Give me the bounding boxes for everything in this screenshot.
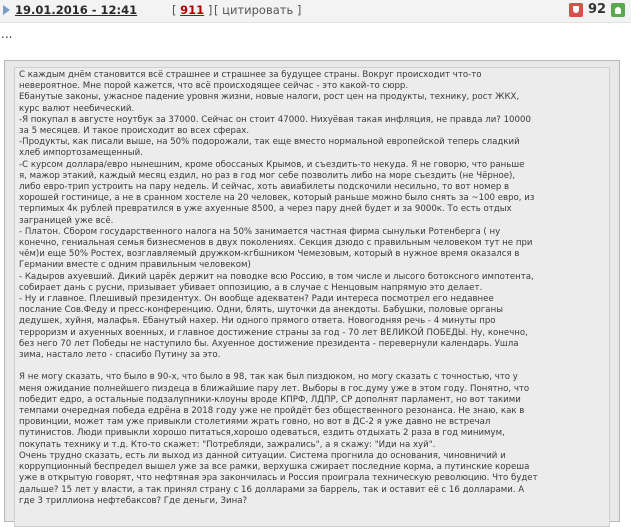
- post-line: Я не могу сказать, что было в 90-х, что было в 98, так как был пиздюком, но могу сказать с точностью, что у: [19, 372, 518, 383]
- post-line: без него 70 лет Победы не наступило бы. Ахуенное достижение президента - перевернули календарь. Ушла: [19, 338, 519, 349]
- post-line: коррупционный беспредел вышел уже за все рамки, верхушка сжирает последние корма, а путинские кореша: [19, 462, 530, 473]
- post-line: -Я покупал в августе ноутбук за 37000. Сейчас он стоит 47000. Нихуёвая такая инфляция, не правда ли? 10000: [19, 114, 531, 125]
- quote-date-link[interactable]: 19.01.2016 - 12:41: [15, 3, 138, 17]
- post-line: С каждым днём становится всё страшнее и страшнее за будущее страны. Вокруг происходит что-то: [19, 70, 482, 80]
- post-line: провинции, может там уже привыкли столетиями жрать говно, но вот в ДС-2 я уже давно не встречал: [19, 417, 491, 428]
- post-line: темпами очередная победа едрёна в 2018 году уже не пройдёт без общественного резонанса. Не знаю, как в: [19, 406, 525, 417]
- post-line: либо евро-трип устроить на пару недель. И сейчас, хоть авиабилеты подскочили несильно, то вот номер в: [19, 182, 510, 193]
- post-line: -С курсом доллара/евро нынешним, кроме обоссаных Крымов, и съездить-то некуда. Я не говорю, что раньше: [19, 159, 525, 170]
- thumbs-up-icon[interactable]: [611, 3, 625, 17]
- vote-score: 92: [588, 2, 607, 17]
- ellipsis-text: ...: [1, 27, 13, 41]
- post-line: курс валют неебический.: [19, 103, 135, 114]
- post-line: невероятное. Мне порой кажется, что всё происходящее сейчас - это какой-то сюрр.: [19, 81, 409, 92]
- rating-close: ]: [204, 3, 213, 17]
- post-frame: [4, 60, 620, 522]
- post-line: меня ожидание полнейшего пиздеца в ближайшие пару лет. Выборы в гос.думу уже в этом году. Понятно, что: [19, 383, 530, 394]
- post-line: Ебанутые законы, ужасное падение уровня жизни, новые налоги, рост цен на продукты, технику, рост ЖКХ,: [19, 92, 520, 103]
- post-line: терроризм и ахуенных военных, и главное достижение страны за год - 70 лет ВЕЛИКОЙ ПОБЕДЫ. Ну, конечно,: [19, 327, 528, 338]
- post-line: хлеб импортозамещенный.: [19, 148, 143, 159]
- rating-box: [172, 3, 212, 17]
- post-line: - Ну и главное. Плешивый президентух. Он вообще адекватен? Ради интереса посмотрел его недавнее: [19, 294, 494, 305]
- thumbs-down-icon[interactable]: [569, 3, 583, 17]
- post-line: - Кадыров ахуевший. Дикий царёк держит на поводке всю Россию, в том числе и лысого ботоксного импотента,: [19, 271, 534, 282]
- post-body: [14, 67, 610, 527]
- post-line: послание Сов.Феду и пресс-конференцию. Одни, блять, шуточки да анекдоты. Бабушки, половые органы: [19, 305, 503, 316]
- post-line: путинистов. Люди привыкли хорошо питаться,хорошо одеваться, ездить отдыхать 2 раза в год минимум,: [19, 428, 505, 439]
- post-line: где 3 триллиона нефтебаксов? Где деньги, Зина?: [19, 495, 248, 506]
- post-gap: [19, 361, 605, 372]
- post-line: - Платон. Сбором государственного налога на 50% занимается частная фирма сынульки Ротенберга ( ну: [19, 226, 501, 237]
- post-line: уже в открытую говорят, что нефтяная эра закончилась и Россия проиграла техническую революцию. Что будет: [19, 473, 538, 484]
- post-line: собирает дань с русни, призывает убивает оппозицию, а в случае с Ненцовым напрямую это делает.: [19, 282, 483, 293]
- post-line: -Продукты, как писали выше, на 50% подорожали, так еще вместо нормальной европейской теперь сладкий: [19, 137, 520, 148]
- post-line: заграницей уже всё.: [19, 215, 114, 226]
- post-line: зима, настало лето - спасибо Путину за это.: [19, 350, 221, 361]
- post-line: чём)и еще 50% Ростех, возглавляемый дружком-кгбшником Чемезовым, который в нужное время оказался в: [19, 249, 520, 260]
- post-line: за 5 месяцев. И такое происходит во всех сферах.: [19, 126, 250, 137]
- quote-header: [0, 0, 631, 23]
- post-line: я, мажор этакий, каждый месяц ездил, но раз в год мог себе позволить либо на море съездить (не Чёрное),: [19, 170, 516, 181]
- post-line: хорошей гостинице, а не в сранном хостеле на 20 человек, который раньше можно было снять за ~100 евро, из: [19, 193, 535, 204]
- cite-button[interactable]: [ цитировать ]: [214, 3, 302, 17]
- post-line: терпимых 4к рублей превратился в уже ахуенные 8500, а через пару дней будет и за 9000к. То есть отдых: [19, 204, 512, 215]
- post-line: дедушек, хуйня, малафья. Ебанутый нахер. Ни одного прямого ответа. Новогодняя речь - 4 минуты про: [19, 316, 496, 327]
- post-line: конечно, гениальная семья бизнесменов в двух поколениях. Секция дзюдо с правильным человеком тут не при: [19, 238, 533, 249]
- post-line: победит едро, а остальные подзалупники-клоуны вроде КПРФ, ЛДПР, СР дополнят парламент, но вот такими: [19, 394, 521, 405]
- post-line: Очень трудно сказать, есть ли выход из данной ситуации. Система прогнила до основания, чиновничий и: [19, 450, 506, 461]
- rating-open: [: [172, 3, 181, 17]
- post-line: покупать технику и т.д. Кто-то скажет: "Потребляди, зажрались", а я скажу: "Иди на хуй".: [19, 439, 436, 450]
- arrow-right-icon[interactable]: [3, 5, 10, 15]
- post-line: дальше? 15 лет у власти, а так принял страну с 16 долларами за баррель, так и оставит её с 16 долларами. А: [19, 484, 525, 495]
- post-line: Германии вместе с одним правильным человеком): [19, 260, 251, 271]
- rating-number[interactable]: 911: [180, 3, 205, 17]
